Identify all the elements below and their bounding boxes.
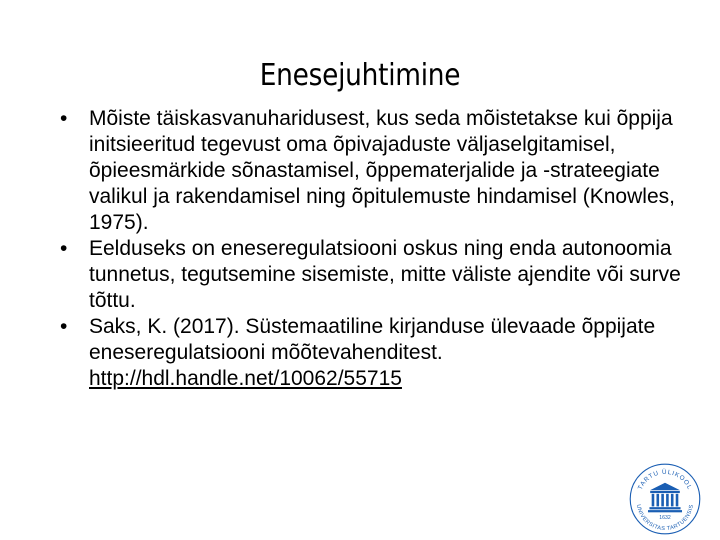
reference-link[interactable]: http://hdl.handle.net/10062/55715: [89, 367, 402, 390]
bullet-list: [60, 106, 700, 392]
seal-top-text: TARTU ÜLIKOOL: [636, 468, 694, 492]
bullet-marker: •: [60, 107, 68, 130]
list-item: [60, 314, 700, 392]
slide-title: Enesejuhtimine: [259, 58, 461, 93]
list-item: [60, 236, 700, 314]
university-of-tartu-seal-icon: [628, 462, 702, 536]
seal-year: 1632: [659, 514, 671, 521]
list-item: [60, 106, 700, 236]
bullet-text: Saks, K. (2017). Süstemaatiline kirjanduse ülevaade õppijate eneseregulatsiooni mõõtevahenditest.: [89, 315, 656, 364]
bullet-text: Mõiste täiskasvanuharidusest, kus seda mõistetakse kui õppija initsieeritud tegevust oma õpivajaduste väljaselgitamisel, õpieesmärkide sõnastamisel, õppematerjalide ja -strateegiate valikul ja rakendamisel ning õpitulemuste hindamisel (Knowles, 1975).: [89, 107, 675, 234]
seal-bottom-text: UNIVERSITAS TARTUENSIS: [634, 504, 696, 533]
bullet-marker: •: [60, 237, 68, 260]
building-icon: [648, 483, 682, 513]
bullet-text: Eelduseks on eneseregulatsiooni oskus ning enda autonoomia tunnetus, tegutsemine sisemiste, mitte väliste ajendite või surve tõttu.: [89, 237, 681, 312]
bullet-marker: •: [60, 315, 68, 338]
